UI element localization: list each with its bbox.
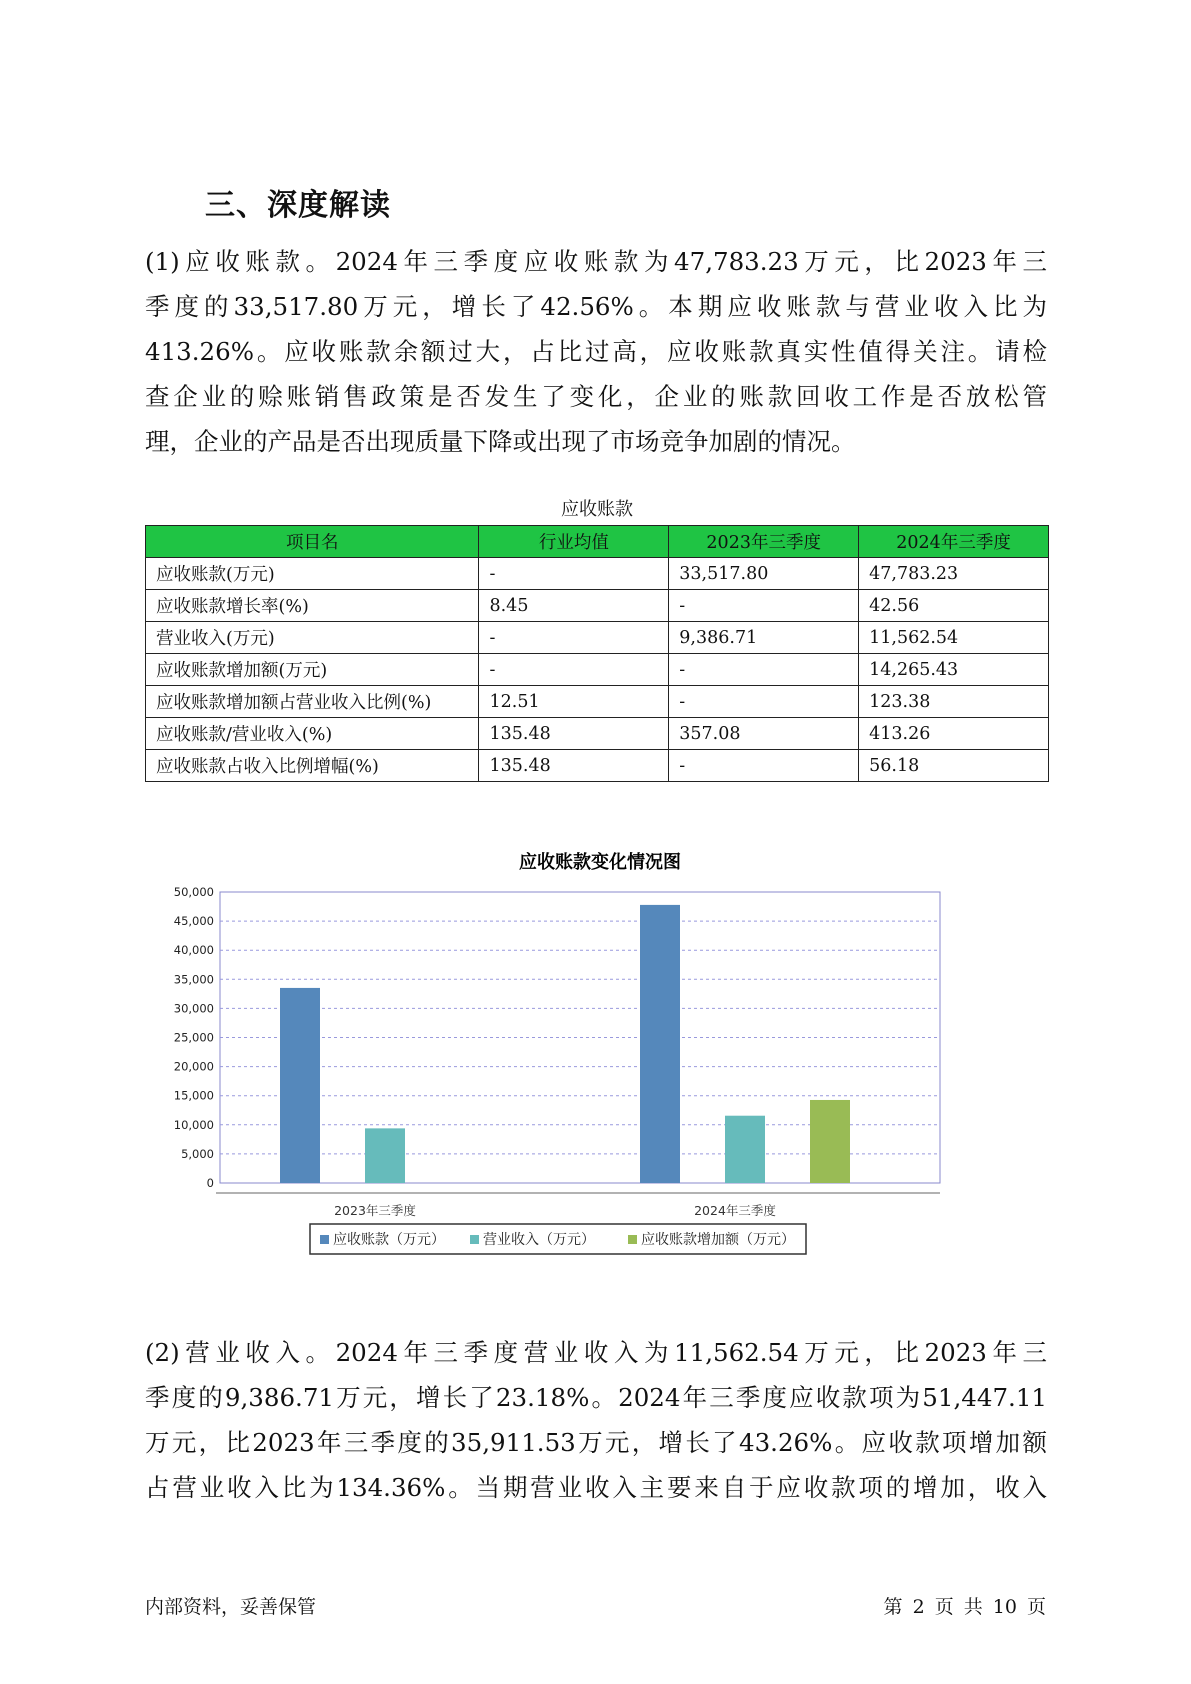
y-tick-label: 25,000	[173, 1030, 214, 1045]
y-tick-label: 40,000	[173, 943, 214, 958]
legend-entry: 营业收入（万元）	[483, 1232, 595, 1248]
legend-entry: 应收账款增加额（万元）	[641, 1232, 795, 1248]
table-cell: 9,386.71	[669, 622, 859, 654]
chart-title: 应收账款变化情况图	[519, 852, 681, 873]
table-cell: 8.45	[479, 590, 669, 622]
bar	[280, 988, 320, 1183]
table-cell: 357.08	[669, 718, 859, 750]
table-row	[146, 654, 1049, 686]
receivables-table	[145, 525, 1049, 782]
legend-swatch	[470, 1235, 479, 1244]
y-tick-label: 50,000	[173, 885, 214, 899]
paragraph-line: 413.26%。应收账款余额过大，占比过高，应收账款真实性值得关注。请检	[145, 337, 1047, 366]
paragraph-line: (2)营业收入。2024年三季度营业收入为11,562.54万元，比2023年三	[145, 1338, 1047, 1367]
table-cell: 413.26	[859, 718, 1049, 750]
y-tick-label: 15,000	[173, 1088, 214, 1103]
x-tick-label: 2024年三季度	[694, 1203, 776, 1218]
table-cell: 47,783.23	[859, 558, 1049, 590]
chart-legend	[310, 1224, 806, 1254]
y-tick-label: 5,000	[181, 1146, 214, 1161]
paragraph-line: 查企业的赊账销售政策是否发生了变化，企业的账款回收工作是否放松管	[145, 382, 1047, 411]
table-row	[146, 622, 1049, 654]
table-row	[146, 750, 1049, 782]
paragraph-line: (1)应收账款。2024年三季度应收账款为47,783.23万元，比2023年三	[145, 247, 1047, 276]
bar	[640, 905, 680, 1183]
table-cell: 应收账款(万元)	[146, 558, 479, 590]
table-cell: 56.18	[859, 750, 1049, 782]
y-tick-label: 35,000	[173, 972, 214, 987]
y-tick-label: 45,000	[173, 914, 214, 929]
header-cell: 2023年三季度	[669, 526, 859, 558]
table-cell: 135.48	[479, 750, 669, 782]
table-caption: 应收账款	[561, 499, 633, 520]
legend-swatch	[320, 1235, 329, 1244]
table-row	[146, 686, 1049, 718]
footer-page-number: 第 2 页 共 10 页	[883, 1596, 1046, 1618]
table-cell: 42.56	[859, 590, 1049, 622]
legend-entry: 应收账款（万元）	[333, 1232, 445, 1248]
table-cell: -	[669, 590, 859, 622]
chart-bars	[280, 905, 850, 1183]
paragraph-line: 季度的33,517.80万元，增长了42.56%。本期应收账款与营业收入比为	[145, 292, 1047, 321]
table-cell: -	[479, 558, 669, 590]
y-tick-label: 30,000	[173, 1001, 214, 1016]
table-cell: 123.38	[859, 686, 1049, 718]
table-cell: 应收账款/营业收入(%)	[146, 718, 479, 750]
table-header-row	[146, 526, 1049, 558]
table-cell: 应收账款增长率(%)	[146, 590, 479, 622]
receivables-bar-chart	[150, 840, 1030, 1300]
paragraph-revenue	[145, 1330, 1047, 1510]
x-axis	[216, 1193, 940, 1218]
y-tick-label: 20,000	[173, 1059, 214, 1074]
bar	[725, 1116, 765, 1183]
bar	[365, 1128, 405, 1183]
table-cell: -	[669, 686, 859, 718]
paragraph-line: 理，企业的产品是否出现质量下降或出现了市场竞争加剧的情况。	[145, 427, 856, 456]
table-cell: 11,562.54	[859, 622, 1049, 654]
header-cell: 项目名	[146, 526, 479, 558]
table-cell: -	[479, 654, 669, 686]
section-heading: 三、深度解读	[205, 188, 391, 223]
table-row	[146, 590, 1049, 622]
table-cell: -	[669, 654, 859, 686]
y-axis	[174, 885, 214, 1190]
y-tick-label: 10,000	[173, 1117, 214, 1132]
header-cell: 2024年三季度	[859, 526, 1049, 558]
paragraph-line: 万元，比2023年三季度的35,911.53万元，增长了43.26%。应收款项增加额	[145, 1428, 1047, 1457]
legend-box-group	[310, 1224, 806, 1254]
y-tick-label: 0	[206, 1176, 214, 1190]
table-cell: 33,517.80	[669, 558, 859, 590]
table-row	[146, 718, 1049, 750]
table-cell: 12.51	[479, 686, 669, 718]
paragraph-line: 占营业收入比为134.36%。当期营业收入主要来自于应收款项的增加，收入	[145, 1473, 1047, 1502]
paragraph-line: 季度的9,386.71万元，增长了23.18%。2024年三季度应收款项为51,447.11	[145, 1383, 1047, 1412]
table-cell: 应收账款增加额占营业收入比例(%)	[146, 686, 479, 718]
header-cell: 行业均值	[479, 526, 669, 558]
x-tick-label: 2023年三季度	[334, 1203, 416, 1218]
legend-swatch	[628, 1235, 637, 1244]
bar	[810, 1100, 850, 1183]
table-row	[146, 558, 1049, 590]
table-cell: 应收账款占收入比例增幅(%)	[146, 750, 479, 782]
table-cell: -	[669, 750, 859, 782]
table-cell: -	[479, 622, 669, 654]
table-cell: 营业收入(万元)	[146, 622, 479, 654]
paragraph-receivables	[145, 239, 1047, 464]
table-cell: 应收账款增加额(万元)	[146, 654, 479, 686]
footer-confidential-note: 内部资料，妥善保管	[145, 1596, 317, 1618]
table-cell: 135.48	[479, 718, 669, 750]
table-cell: 14,265.43	[859, 654, 1049, 686]
